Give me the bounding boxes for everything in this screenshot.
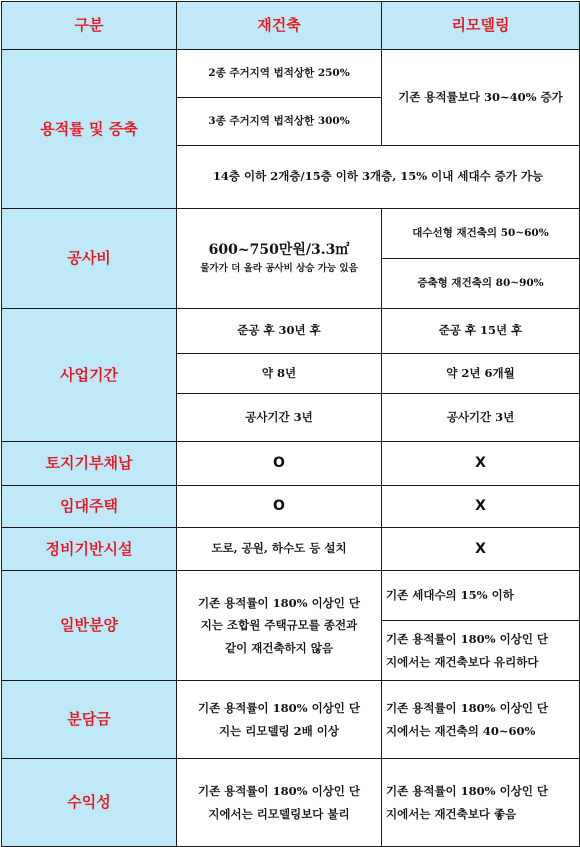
far-rebuild-3: 3종 주거지역 법적상한 300% [177, 98, 382, 146]
table-row [2, 681, 580, 759]
comparison-table [1, 1, 580, 847]
burden-remodel-text: 기존 용적률이 180% 이상인 단 지에서는 재건축의 40~60% [386, 701, 549, 738]
sale-rebuild [177, 571, 382, 681]
rental-rebuild: O [177, 486, 382, 528]
infra-rebuild: 도로, 공원, 하수도 등 설치 [177, 528, 382, 571]
land-rebuild: O [177, 442, 382, 486]
profit-rebuild-text: 기존 용적률이 180% 이상인 단 지에서는 리모델링보다 불리 [197, 784, 361, 821]
far-note: 14층 이하 2개층/15층 이하 3개층, 15% 이내 세대수 증가 가능 [177, 146, 580, 209]
profit-remodel-text: 기존 용적률이 180% 이상인 단 지에서는 재건축보다 좋음 [386, 784, 549, 821]
land-remodel: X [382, 442, 580, 486]
row-label-far: 용적률 및 증축 [2, 50, 177, 209]
far-remodel: 기존 용적률보다 30~40% 증가 [382, 50, 580, 146]
row-label-sale: 일반분양 [2, 571, 177, 681]
profit-remodel [382, 759, 580, 847]
burden-rebuild-text: 기존 용적률이 180% 이상인 단 지는 리모델링 2배 이상 [197, 701, 361, 738]
period-remodel-1: 준공 후 15년 후 [382, 309, 580, 354]
infra-remodel: X [382, 528, 580, 571]
burden-remodel [382, 681, 580, 759]
table-row [2, 571, 580, 621]
row-label-profit: 수익성 [2, 759, 177, 847]
cost-rebuild-main: 600~750만원/3.3㎡ [208, 242, 350, 259]
sale-remodel-1: 기존 세대수의 15% 이하 [382, 571, 580, 621]
table-row [2, 759, 580, 847]
sale-remodel-2 [382, 621, 580, 681]
header-rebuild: 재건축 [177, 2, 382, 50]
row-label-cost: 공사비 [2, 209, 177, 309]
table-row [2, 209, 580, 259]
table-row [2, 50, 580, 98]
sale-remodel-2-text: 기존 용적률이 180% 이상인 단 지에서는 재건축보다 유리하다 [386, 632, 549, 669]
period-remodel-3: 공사기간 3년 [382, 394, 580, 442]
period-remodel-2: 약 2년 6개월 [382, 354, 580, 394]
table-row [2, 486, 580, 528]
header-remodel: 리모델링 [382, 2, 580, 50]
far-rebuild-2: 2종 주거지역 법적상한 250% [177, 50, 382, 98]
row-label-rental: 임대주택 [2, 486, 177, 528]
period-rebuild-3: 공사기간 3년 [177, 394, 382, 442]
header-row [2, 2, 580, 50]
table-row [2, 309, 580, 354]
table-row [2, 528, 580, 571]
rental-remodel: X [382, 486, 580, 528]
row-label-burden: 분담금 [2, 681, 177, 759]
cost-remodel-1: 대수선형 재건축의 50~60% [382, 209, 580, 259]
table-row [2, 442, 580, 486]
sale-rebuild-text: 기존 용적률이 180% 이상인 단 지는 조합원 주택규모를 종전과 같이 재건축하지 않음 [197, 595, 361, 655]
row-label-infra: 정비기반시설 [2, 528, 177, 571]
period-rebuild-1: 준공 후 30년 후 [177, 309, 382, 354]
header-category: 구분 [2, 2, 177, 50]
burden-rebuild [177, 681, 382, 759]
period-rebuild-2: 약 8년 [177, 354, 382, 394]
row-label-land: 토지기부채납 [2, 442, 177, 486]
profit-rebuild [177, 759, 382, 847]
cost-rebuild [177, 209, 382, 309]
row-label-period: 사업기간 [2, 309, 177, 442]
cost-rebuild-sub: 물가가 더 올라 공사비 상승 가능 있음 [200, 263, 358, 275]
cost-remodel-2: 증축형 재건축의 80~90% [382, 259, 580, 309]
